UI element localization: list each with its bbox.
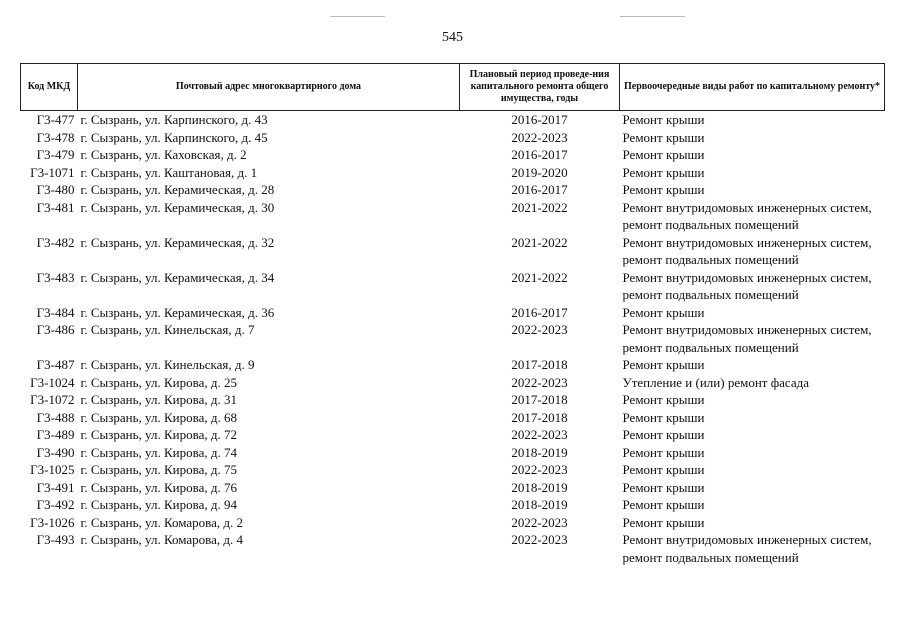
address-cell: г. Сызрань, ул. Кирова, д. 76: [80, 479, 237, 495]
period-cell: 2018-2019: [511, 444, 568, 460]
mkd-code-cell: Г3-490: [36, 444, 75, 460]
period-cell: 2021-2022: [511, 199, 568, 215]
works-line: Ремонт крыши: [622, 462, 705, 477]
works-cell: [620, 181, 885, 199]
address-cell: г. Сызрань, ул. Каштановая, д. 1: [80, 164, 258, 180]
mkd-code-cell: Г3-483: [36, 269, 75, 285]
works-line: Ремонт крыши: [622, 392, 705, 407]
mkd-code-cell: Г3-1072: [30, 392, 75, 407]
address-cell: г. Сызрань, ул. Каховская, д. 2: [80, 147, 247, 162]
table-row: [21, 409, 885, 427]
works-cell: [620, 269, 885, 304]
table-row: [21, 199, 885, 234]
table-header-row: [21, 64, 885, 111]
works-line: ремонт подвальных помещений: [622, 549, 799, 565]
scan-artifact-right: [620, 16, 685, 17]
period-cell: 2016-2017: [511, 112, 568, 127]
mkd-code-cell: Г3-1024: [30, 374, 75, 390]
mkd-code-cell: Г3-492: [36, 497, 75, 512]
works-line: ремонт подвальных помещений: [622, 287, 799, 302]
mkd-code-cell: Г3-489: [36, 427, 75, 442]
works-cell: [620, 199, 885, 234]
period-cell: 2022-2023: [511, 532, 568, 547]
period-cell: 2019-2020: [511, 164, 568, 180]
mkd-code-cell: Г3-480: [36, 182, 75, 197]
table-row: [21, 461, 885, 479]
table-row: [21, 111, 885, 129]
period-cell: 2022-2023: [511, 129, 568, 145]
works-cell: [620, 426, 885, 444]
works-line: Ремонт крыши: [622, 427, 705, 442]
works-line: Ремонт крыши: [622, 112, 705, 127]
address-cell: г. Сызрань, ул. Кирова, д. 31: [80, 392, 237, 407]
mkd-code-cell: Г3-478: [36, 129, 75, 145]
address-cell: г. Сызрань, ул. Кирова, д. 75: [80, 462, 237, 477]
works-line: Ремонт крыши: [622, 444, 705, 460]
table-row: [21, 391, 885, 409]
period-cell: 2018-2019: [511, 497, 568, 512]
works-cell: [620, 111, 885, 129]
table-row: [21, 374, 885, 392]
table-row: [21, 531, 885, 566]
table-row: [21, 496, 885, 514]
period-cell: 2016-2017: [511, 182, 568, 197]
works-line: Ремонт крыши: [622, 164, 705, 180]
works-line: Ремонт крыши: [622, 129, 705, 145]
table-row: [21, 426, 885, 444]
works-cell: [620, 304, 885, 322]
period-cell: 2021-2022: [511, 234, 568, 250]
works-cell: [620, 356, 885, 374]
mkd-code-cell: Г3-1026: [30, 514, 75, 530]
address-cell: г. Сызрань, ул. Керамическая, д. 36: [80, 304, 275, 320]
address-cell: г. Сызрань, ул. Керамическая, д. 30: [80, 199, 275, 215]
works-cell: [620, 409, 885, 427]
table-row: [21, 234, 885, 269]
works-cell: [620, 146, 885, 164]
works-line: Ремонт крыши: [622, 304, 705, 320]
address-cell: г. Сызрань, ул. Кинельская, д. 7: [80, 322, 255, 337]
period-cell: 2022-2023: [511, 462, 568, 477]
period-cell: 2022-2023: [511, 322, 568, 337]
mkd-code-cell: Г3-491: [36, 479, 75, 495]
table-row: [21, 444, 885, 462]
page-number: 545: [442, 30, 463, 45]
table-row: [21, 181, 885, 199]
address-cell: г. Сызрань, ул. Кинельская, д. 9: [80, 357, 255, 372]
table-row: [21, 479, 885, 497]
mkd-code-cell: Г3-493: [36, 532, 75, 547]
address-cell: г. Сызрань, ул. Комарова, д. 4: [80, 532, 244, 547]
period-cell: 2016-2017: [511, 147, 568, 162]
table-row: [21, 164, 885, 182]
mkd-code-cell: Г3-1071: [30, 164, 75, 180]
header-code: Код МКД: [21, 64, 78, 111]
period-cell: 2016-2017: [511, 304, 568, 320]
table-row: [21, 269, 885, 304]
period-cell: 2017-2018: [511, 392, 568, 407]
works-line: Ремонт крыши: [622, 147, 705, 162]
works-cell: [620, 479, 885, 497]
works-line: ремонт подвальных помещений: [622, 339, 799, 355]
period-cell: 2017-2018: [511, 357, 568, 372]
header-address: Почтовый адрес многоквартирного дома: [78, 64, 460, 111]
address-cell: г. Сызрань, ул. Кирова, д. 74: [80, 444, 237, 460]
works-line: Ремонт крыши: [622, 497, 705, 512]
table-row: [21, 146, 885, 164]
works-line: Ремонт крыши: [622, 409, 705, 425]
mkd-code-cell: Г3-486: [36, 322, 75, 337]
mkd-code-cell: Г3-477: [36, 112, 75, 127]
works-cell: [620, 531, 885, 566]
period-cell: 2022-2023: [511, 427, 568, 442]
works-cell: [620, 129, 885, 147]
header-works: Первоочередные виды работ по капитальному ремонту*: [620, 64, 885, 111]
works-line: Ремонт внутридомовых инженерных систем,: [622, 269, 872, 285]
period-cell: 2022-2023: [511, 514, 568, 530]
header-period: Плановый период проведе-ния капитального ремонта общего имущества, годы: [460, 64, 620, 111]
works-cell: [620, 164, 885, 182]
works-line: Ремонт внутридомовых инженерных систем,: [622, 532, 872, 547]
table-row: [21, 304, 885, 322]
table-row: [21, 356, 885, 374]
mkd-code-cell: Г3-479: [36, 147, 75, 162]
period-cell: 2018-2019: [511, 479, 568, 495]
period-cell: 2017-2018: [511, 409, 568, 425]
table-body: [21, 111, 885, 567]
period-cell: 2021-2022: [511, 269, 568, 285]
works-cell: [620, 444, 885, 462]
works-cell: [620, 514, 885, 532]
works-line: Ремонт крыши: [622, 357, 705, 372]
works-line: Ремонт крыши: [622, 479, 705, 495]
works-line: Ремонт внутридомовых инженерных систем,: [622, 234, 872, 250]
repair-schedule-table: [20, 63, 885, 566]
works-cell: [620, 321, 885, 356]
works-line: Ремонт внутридомовых инженерных систем,: [622, 322, 872, 337]
works-cell: [620, 374, 885, 392]
address-cell: г. Сызрань, ул. Кирова, д. 25: [80, 374, 237, 390]
address-cell: г. Сызрань, ул. Кирова, д. 72: [80, 427, 237, 442]
works-line: ремонт подвальных помещений: [622, 252, 799, 267]
address-cell: г. Сызрань, ул. Керамическая, д. 28: [80, 182, 275, 197]
works-cell: [620, 391, 885, 409]
mkd-code-cell: Г3-482: [36, 234, 75, 250]
address-cell: г. Сызрань, ул. Комарова, д. 2: [80, 514, 244, 530]
works-cell: [620, 461, 885, 479]
mkd-code-cell: Г3-1025: [30, 462, 75, 477]
table-row: [21, 514, 885, 532]
works-cell: [620, 234, 885, 269]
mkd-code-cell: Г3-481: [36, 199, 75, 215]
works-cell: [620, 496, 885, 514]
address-cell: г. Сызрань, ул. Керамическая, д. 32: [80, 234, 275, 250]
scan-artifact-left: [330, 16, 385, 17]
table-row: [21, 129, 885, 147]
period-cell: 2022-2023: [511, 374, 568, 390]
works-line: Ремонт крыши: [622, 182, 705, 197]
mkd-code-cell: Г3-484: [36, 304, 75, 320]
works-line: ремонт подвальных помещений: [622, 217, 799, 232]
works-line: Ремонт крыши: [622, 514, 705, 530]
address-cell: г. Сызрань, ул. Карпинского, д. 43: [80, 112, 268, 127]
address-cell: г. Сызрань, ул. Карпинского, д. 45: [80, 129, 268, 145]
works-line: Утепление и (или) ремонт фасада: [622, 374, 809, 390]
table-row: [21, 321, 885, 356]
mkd-code-cell: Г3-488: [36, 409, 75, 425]
address-cell: г. Сызрань, ул. Керамическая, д. 34: [80, 269, 275, 285]
works-line: Ремонт внутридомовых инженерных систем,: [622, 199, 872, 215]
address-cell: г. Сызрань, ул. Кирова, д. 68: [80, 409, 237, 425]
address-cell: г. Сызрань, ул. Кирова, д. 94: [80, 497, 237, 512]
mkd-code-cell: Г3-487: [36, 357, 75, 372]
